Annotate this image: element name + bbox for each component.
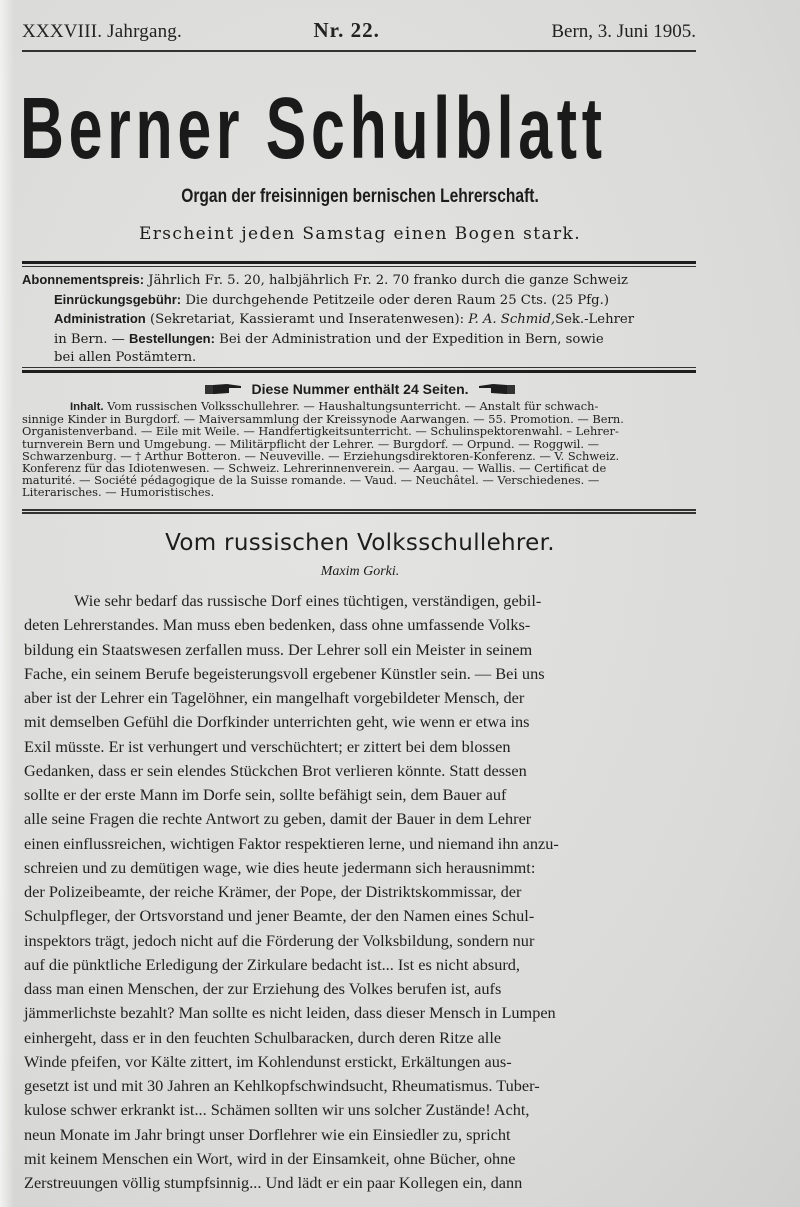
article-line: kulose schwer erkrankt ist... Schämen sollten wir uns solcher Zustände! Acht, <box>24 1100 530 1120</box>
info-top-hairline <box>22 266 696 267</box>
article-line: mit keinem Menschen ein Wort, wird in der Einsamkeit, ohne Bücher, ohne <box>24 1148 516 1168</box>
article-line: Exil müsste. Er ist verhungert und verschüchtert; er zittert bei dem blossen <box>24 736 511 756</box>
article-line: schreien und zu demütigen wage, wie dies heute jedermann sich herausnimmt: <box>24 857 536 877</box>
orders-label: Bestellungen: <box>128 330 215 346</box>
article-line: gesetzt ist und mit 30 Jahren an Kehlkopfschwindsucht, Rheumatismus. Tuber- <box>24 1076 540 1095</box>
info-bottom-hairline <box>22 367 696 368</box>
administration-label: Administration <box>54 311 146 326</box>
article-line: sollte er der erste Mann im Dorfe sein, sollte befähigt sein, dem Bauer auf <box>24 785 507 804</box>
article-line: deten Lehrerstandes. Man muss eben bedenken, dass ohne umfassende Volks- <box>24 615 531 635</box>
article-title: Vom russischen Volksschullehrer. <box>165 530 555 556</box>
notice-text: Diese Nummer enthält 24 Seiten. <box>251 381 469 397</box>
info-bottom-rule <box>22 370 696 373</box>
masthead-rule <box>22 50 696 52</box>
table-of-contents <box>22 400 696 499</box>
contents-line: maturité. — Société pédagogique de la Suisse romande. — Vaud. — Neuchâtel. — Verschiedenes. — <box>22 473 600 488</box>
contents-line: Konferenz für das Idiotenwesen. — Schweiz. Lehrerinnenverein. — Aargau. — Wallis. — Certificat de <box>22 461 607 476</box>
subscription-info <box>22 271 696 368</box>
contents-line: Schwarzenburg. — † Arthur Botteron. — Neuveville. — Erziehungsdirektoren-Konferenz. — V. Schweiz. <box>22 448 620 463</box>
article-line: mit demselben Gefühl die Dorfkinder unterrichten geht, wie wenn er etwa ins <box>24 712 530 732</box>
article-author: Maxim Gorki. <box>320 564 400 579</box>
issue-date: Bern, 3. Juni 1905. <box>551 21 696 42</box>
contents-bottom-rule-2 <box>22 512 696 514</box>
subscription-price-text: Jährlich Fr. 5. 20, halbjährlich Fr. 2. 70 franko durch die ganze Schweiz <box>148 273 629 288</box>
article-line: auf die pünktliche Erledigung der Zirkulare bedacht ist... Ist es nicht absurd, <box>24 954 520 974</box>
article-line: Zerstreuungen völlig stumpfsinnig... Und lädt er ein paar Kollegen ein, dann <box>24 1173 523 1192</box>
article-line: inspektors trägt, jedoch nicht auf die Förderung der Volksbildung, sondern nur <box>24 930 535 950</box>
article-line: der Polizeibeamte, der reiche Krämer, der Pope, der Distriktskommissar, der <box>24 882 522 901</box>
article-line: Wie sehr bedarf das russische Dorf eines tüchtigen, verständigen, gebil- <box>74 591 542 610</box>
insertion-fee-label: Einrückungsgebühr: <box>54 291 182 307</box>
page-edge-shade <box>0 0 14 1207</box>
insertion-fee-text: Die durchgehende Petitzeile oder deren Raum 25 Cts. (25 Pfg.) <box>185 292 609 308</box>
contents-line: Literarisches. — Humoristisches. <box>22 485 215 500</box>
administration-name: P. A. Schmid, <box>468 312 556 327</box>
location-text: in Bern. — <box>54 331 125 347</box>
article-line: aber ist der Lehrer ein Tagelöhner, ein mangelhaft vorgebildeter Mensch, der <box>24 688 525 707</box>
article-line: Fache, ein seinem Berufe begeisterungsvoll ergebener Künstler sein. — Bei uns <box>24 663 545 683</box>
article-line: Schulpfleger, der Ortsvorstand und jener Beamte, der den Namen eines Schul- <box>24 906 535 926</box>
article-body <box>24 589 696 1195</box>
article-line: bildung ein Staatswesen zerfallen muss. Der Lehrer soll ein Meister in seinem <box>24 639 533 659</box>
administration-role: Sek.-Lehrer <box>555 312 635 327</box>
administration-text: (Sekretariat, Kassieramt und Inseratenwesen): <box>149 312 465 327</box>
article-line: einen einflussreichen, wichtigen Faktor respektieren lerne, und niemand ihn anzu- <box>24 833 559 853</box>
post-offices-text: bei allen Postämtern. <box>54 350 197 365</box>
publication-frequency: Erscheint jeden Samstag einen Bogen stark. <box>138 224 582 244</box>
contents-line: turnverein Bern und Umgebung. — Militärpflicht der Lehrer. — Burgdorf. — Orpund. — Roggwil. — <box>22 436 599 451</box>
contents-line: Vom russischen Volksschullehrer. — Haushaltungsunterricht. — Anstalt für schwach- <box>107 399 599 413</box>
article-line: neun Monate im Jahr bringt unser Dorflehrer wie ein Einsiedler zu, spricht <box>24 1124 511 1144</box>
newspaper-subtitle: Organ der freisinnigen bernischen Lehrerschaft. <box>181 186 539 207</box>
orders-text: Bei der Administration und der Expedition in Bern, sowie <box>219 331 604 347</box>
info-top-rule <box>22 261 696 264</box>
pointing-hand-right-icon <box>205 382 243 396</box>
pointing-hand-left-icon <box>477 382 515 396</box>
volume-label: XXXVIII. Jahrgang. <box>22 21 182 42</box>
contents-label: Inhalt. <box>70 401 104 413</box>
contents-line: Organistenverband. — Eile mit Weile. — Handfertigkeitsunterricht. — Schulinspektorenwahl. – Lehrer- <box>22 424 619 439</box>
article-line: Winde pfeifen, vor Kälte zittert, im Kohlendunst erstickt, Erkältungen aus- <box>24 1051 512 1071</box>
issue-number: Nr. 22. <box>313 18 380 42</box>
article-line: einhergeht, dass er in den feuchten Schulbaracken, durch deren Ritze alle <box>24 1027 502 1047</box>
page-count-notice <box>0 381 720 397</box>
article-line: dass man einen Menschen, der zur Erziehung des Volkes berufen ist, aufs <box>24 979 502 998</box>
article-line: alle seine Fragen die rechte Antwort zu geben, damit der Bauer in dem Lehrer <box>24 809 532 829</box>
newspaper-title: Berner Schulblatt <box>20 78 607 178</box>
article-line: jämmerlichste bezahlt? Man sollte es nicht leiden, dass dieser Mensch in Lumpen <box>24 1003 556 1023</box>
subscription-price-label: Abonnementspreis: <box>22 272 145 287</box>
article-line: Gedanken, dass er sein elendes Stückchen Brot verlieren könnte. Statt dessen <box>24 760 527 780</box>
masthead-top-line <box>22 18 696 44</box>
contents-bottom-rule <box>22 509 696 511</box>
contents-line: sinnige Kinder in Burgdorf. — Maiversammlung der Kreissynode Aarwangen. — 55. Promotion. — Bern. <box>22 412 624 427</box>
